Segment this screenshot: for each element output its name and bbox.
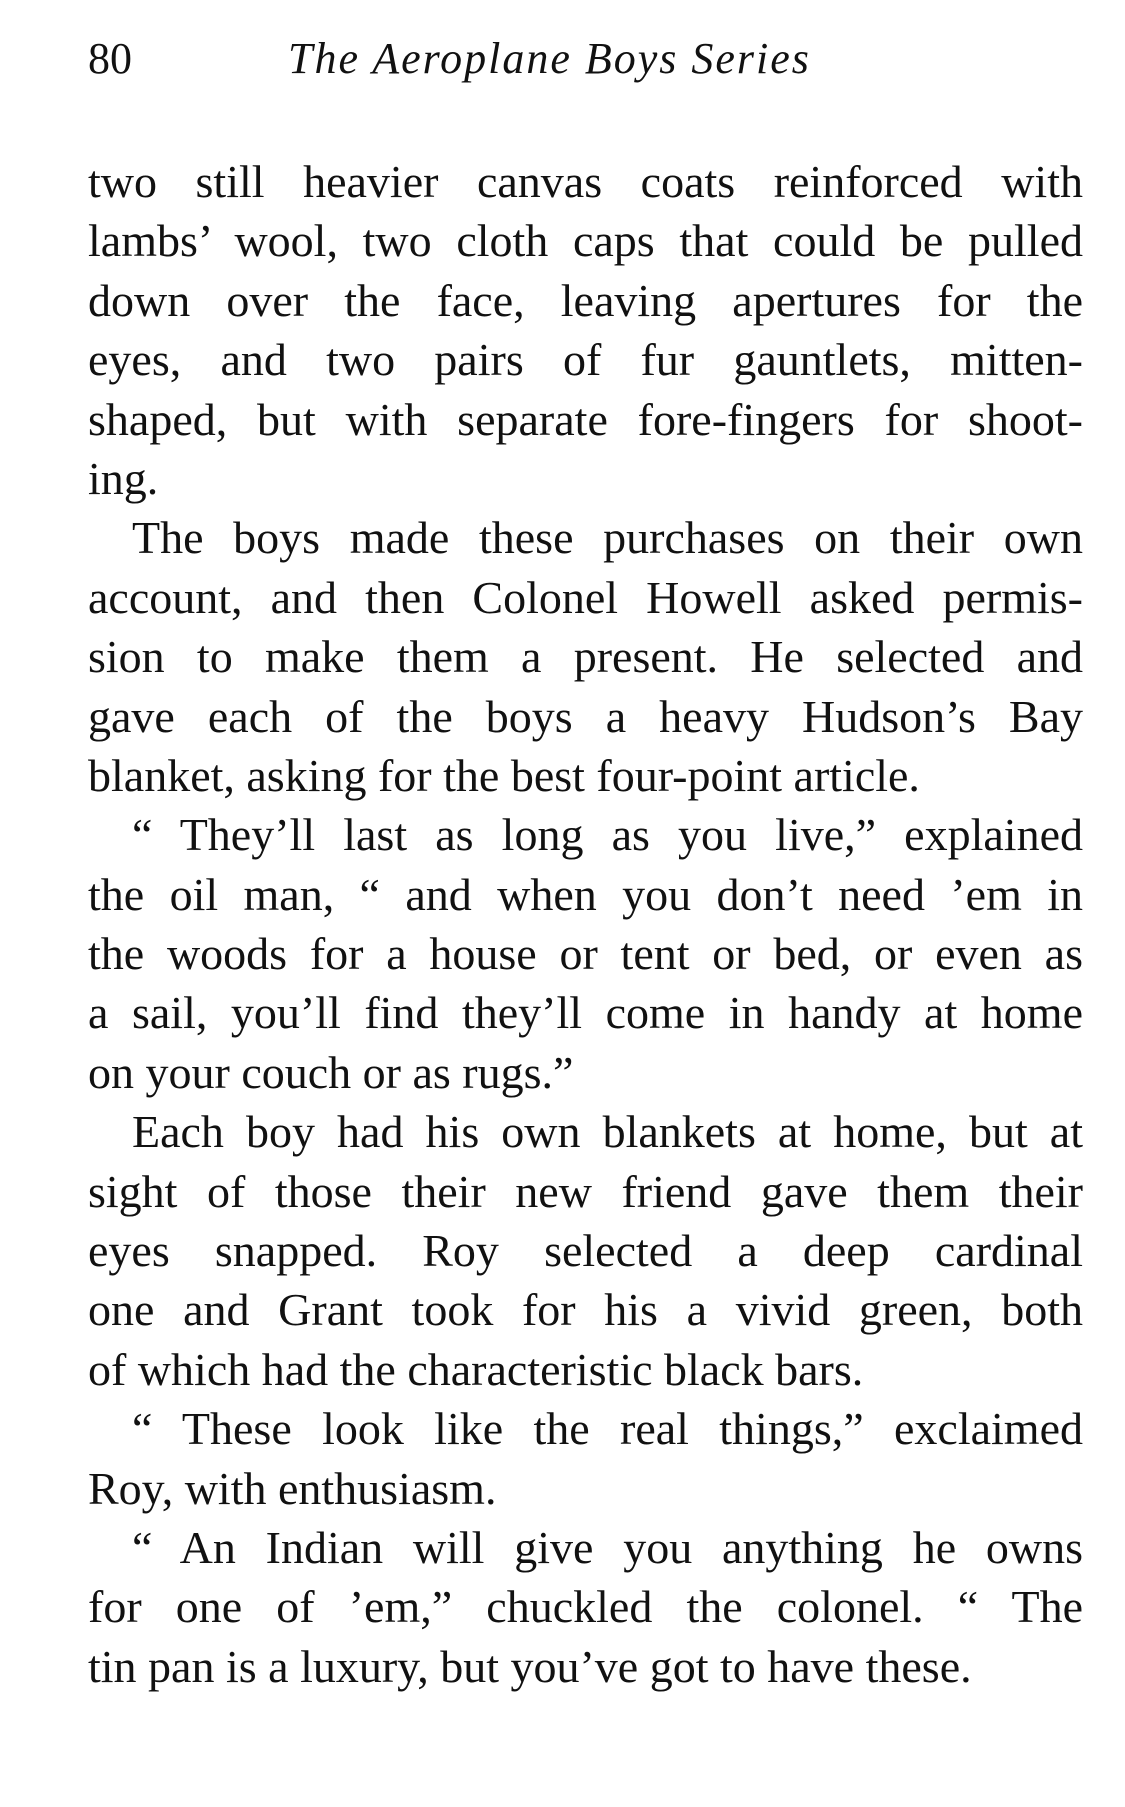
running-head	[88, 28, 1083, 90]
text-line: shaped, but with separate fore-fingers for shoot-	[88, 393, 1083, 445]
text-line: eyes snapped. Roy selected a deep cardinal	[88, 1225, 1083, 1277]
text-line: the woods for a house or tent or bed, or even as	[88, 928, 1083, 980]
page-number: 80	[88, 34, 132, 83]
text-line: the oil man, “ and when you don’t need ’em in	[88, 868, 1083, 920]
text-line: lambs’ wool, two cloth caps that could be pulled	[88, 215, 1083, 267]
text-line: Roy, with enthusiasm.	[88, 1462, 497, 1514]
book-title: The Aeroplane Boys Series	[288, 34, 811, 83]
book-page	[88, 28, 1083, 1696]
text-line: “ These look like the real things,” exclaimed	[132, 1403, 1083, 1455]
text-line: on your couch or as rugs.”	[88, 1046, 574, 1098]
text-line: two still heavier canvas coats reinforced with	[88, 156, 1083, 207]
text-line: “ They’ll last as long as you live,” explained	[132, 809, 1083, 861]
text-line: tin pan is a luxury, but you’ve got to have these.	[88, 1640, 972, 1692]
text-line: blanket, asking for the best four-point article.	[88, 749, 920, 801]
text-line: for one of ’em,” chuckled the colonel. “ The	[88, 1581, 1083, 1633]
text-line: account, and then Colonel Howell asked permis-	[88, 571, 1083, 623]
text-line: Each boy had his own blankets at home, but at	[132, 1106, 1083, 1158]
text-line: sion to make them a present. He selected and	[88, 631, 1083, 683]
text-line: down over the face, leaving apertures for the	[88, 274, 1083, 326]
text-line: gave each of the boys a heavy Hudson’s Bay	[88, 690, 1083, 742]
text-line: ing.	[88, 452, 159, 504]
text-line: eyes, and two pairs of fur gauntlets, mitten-	[88, 334, 1083, 386]
body-text	[88, 152, 1083, 1696]
text-line: The boys made these purchases on their own	[132, 512, 1083, 564]
text-line: “ An Indian will give you anything he owns	[132, 1521, 1083, 1573]
text-line: one and Grant took for his a vivid green, both	[88, 1284, 1083, 1336]
text-line: of which had the characteristic black bars.	[88, 1343, 864, 1395]
text-line: sight of those their new friend gave them their	[88, 1165, 1083, 1217]
text-line: a sail, you’ll find they’ll come in handy at home	[88, 987, 1083, 1039]
